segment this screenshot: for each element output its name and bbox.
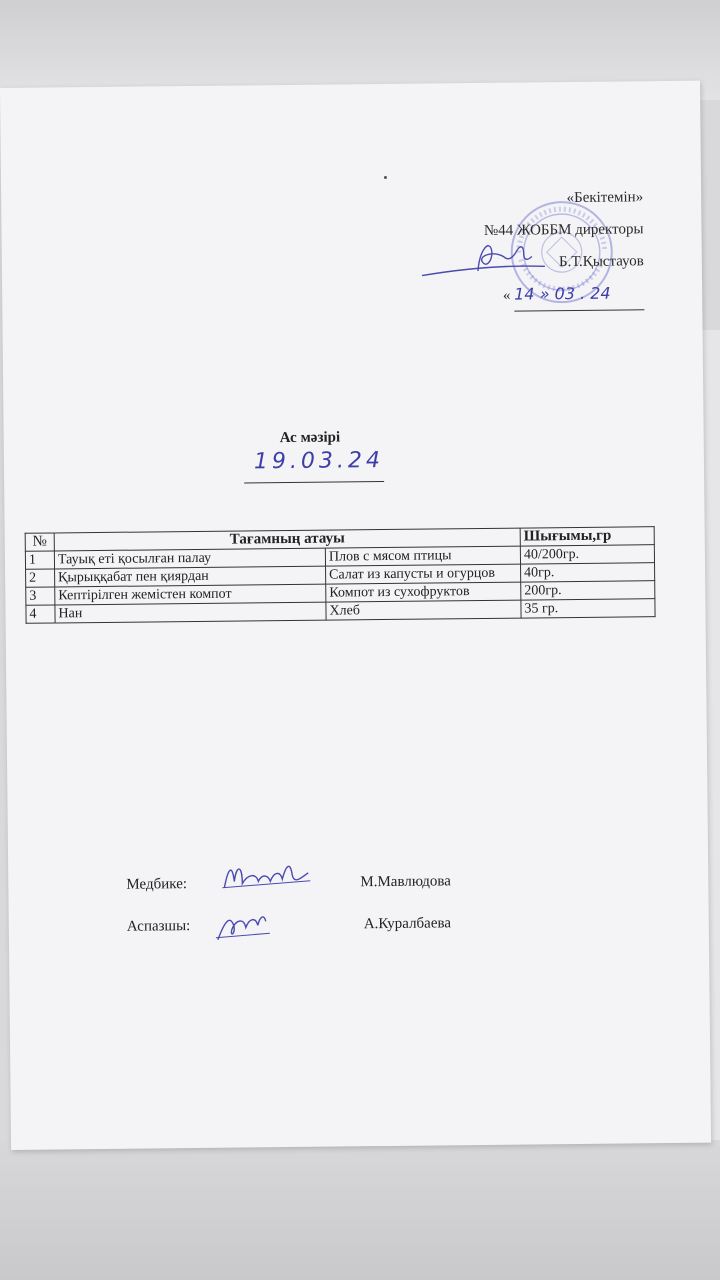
approval-date-open: « <box>502 287 511 304</box>
nurse-name: М.Мавлюдова <box>360 873 451 891</box>
document-paper <box>0 81 711 1150</box>
approval-date <box>384 277 644 313</box>
dish-yield: 40гр. <box>521 563 655 582</box>
cook-signature-icon <box>214 903 274 949</box>
dish-name-kz: Нан <box>55 602 326 623</box>
approval-date-handwritten: 14 » 03 . 24 <box>514 277 644 311</box>
header-num: № <box>25 533 54 551</box>
menu-date-underline <box>244 481 384 483</box>
header-yield: Шығымы,гр <box>520 527 654 546</box>
menu-date-handwritten: 19.03.24 <box>253 448 385 475</box>
nurse-signature-icon <box>218 855 318 901</box>
director-position: №44 ЖОББМ директоры <box>483 221 644 239</box>
row-num: 3 <box>26 587 55 605</box>
nurse-label: Медбике: <box>126 876 188 893</box>
cook-label: Аспазшы: <box>126 918 191 935</box>
dish-yield: 40/200гр. <box>520 545 654 564</box>
row-num: 4 <box>26 605 55 623</box>
dish-name-kz: Қырыққабат пен қиярдан <box>55 566 326 587</box>
row-num: 1 <box>25 551 54 569</box>
dish-yield: 35 гр. <box>521 599 655 618</box>
dish-name-kz: Кептірілген жемістен компот <box>55 584 326 605</box>
speck <box>384 176 387 179</box>
dish-name-ru: Салат из капусты и огурцов <box>326 564 521 584</box>
director-signature-icon <box>420 230 550 279</box>
cook-name: А.Куралбаева <box>363 915 452 933</box>
dish-yield: 200гр. <box>521 581 655 600</box>
approval-heading: «Бекітемін» <box>566 189 644 207</box>
dish-name-ru: Компот из сухофруктов <box>326 582 521 602</box>
dish-name-ru: Плов с мясом птицы <box>325 546 520 566</box>
dish-name-kz: Тауық еті қосылған палау <box>54 548 325 569</box>
dish-name-ru: Хлеб <box>326 600 521 620</box>
menu-table <box>25 526 656 624</box>
director-name: Б.Т.Қыстауов <box>558 253 644 271</box>
row-num: 2 <box>26 569 55 587</box>
menu-title: Ас мәзірі <box>279 429 341 447</box>
header-name: Тағамның атауы <box>54 528 520 551</box>
backdrop-bottom <box>0 1140 720 1280</box>
